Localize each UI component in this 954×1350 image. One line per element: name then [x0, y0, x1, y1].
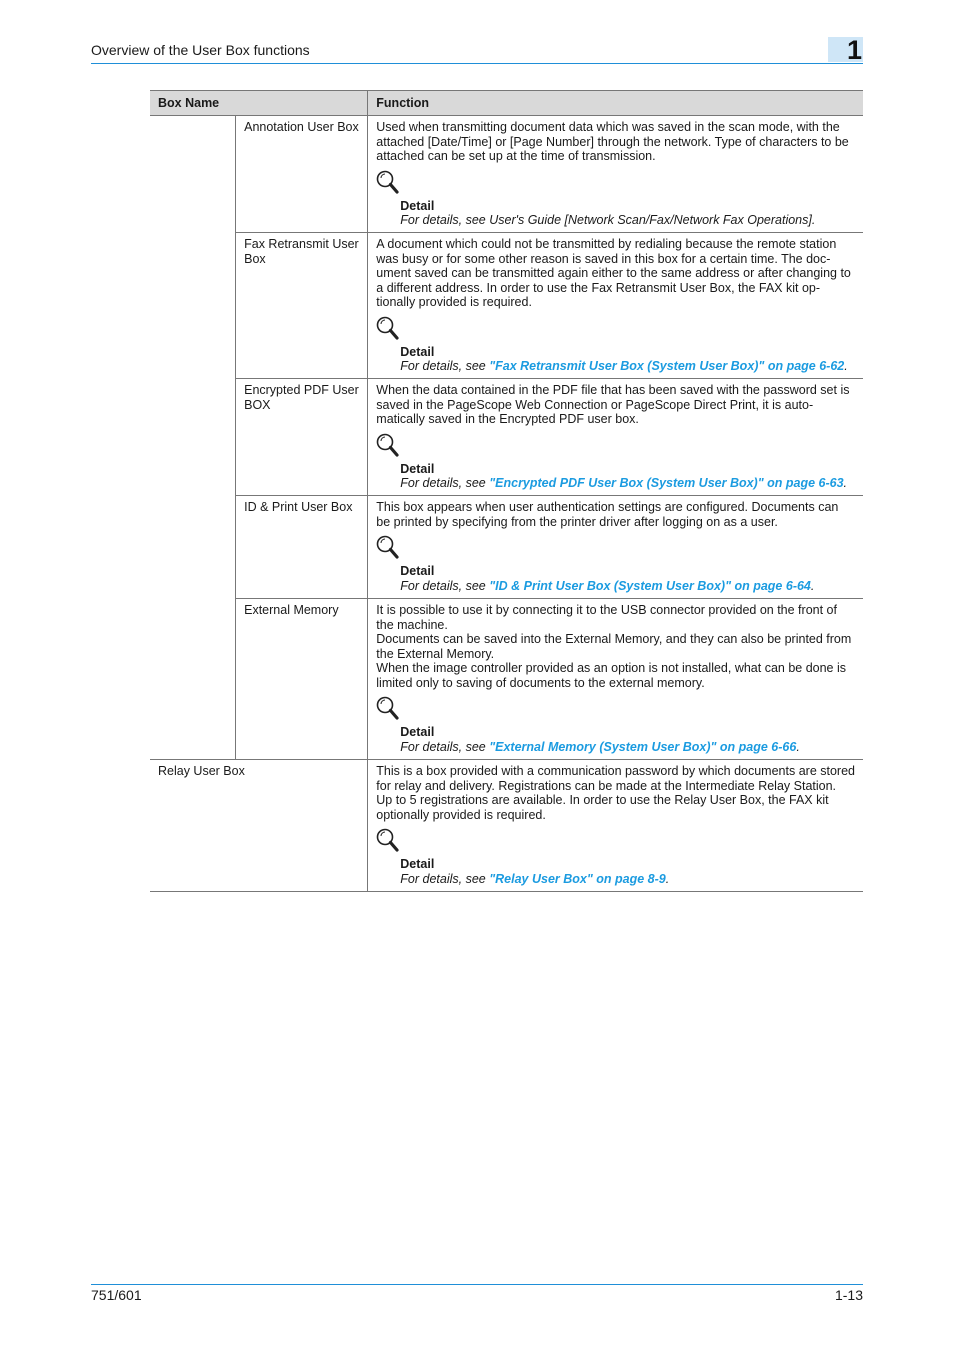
detail-block: [376, 169, 855, 228]
detail-reference: [400, 579, 855, 594]
table-row: [150, 379, 863, 496]
box-name-cell: Fax Retransmit User Box: [236, 233, 368, 379]
detail-suffix: .: [810, 578, 815, 593]
detail-block: [376, 432, 855, 491]
detail-reference: [400, 213, 855, 228]
detail-suffix: .: [665, 871, 670, 886]
detail-reference: [400, 359, 855, 374]
function-cell: [368, 599, 863, 760]
detail-suffix: .: [796, 739, 800, 754]
cross-reference-link[interactable]: "Relay User Box" on page 8-9: [489, 871, 666, 886]
chapter-number: 1: [846, 35, 862, 65]
group-cell: [150, 116, 236, 760]
function-description: Used when transmitting document data which was saved in the scan mode, with the attached [Date/Time] or [Page Number] through the network. Type of characters to be attached can be set up at the time of transmission.: [376, 120, 849, 163]
detail-reference: [400, 740, 855, 755]
function-cell: [368, 379, 863, 496]
magnifier-icon: [375, 169, 401, 196]
section-title: Overview of the User Box functions: [91, 42, 310, 58]
detail-block: [376, 827, 855, 886]
function-description: When the data contained in the PDF file that has been saved with the password set is saved in the PageScope Web Connection or PageScope Direct Print, it is auto-matically saved in the Encrypted PDF user box.: [376, 383, 850, 426]
cross-reference-link[interactable]: "Fax Retransmit User Box (System User Box)" on page 6-62: [489, 359, 845, 373]
detail-heading: Detail: [400, 344, 435, 359]
cross-reference-link[interactable]: "External Memory (System User Box)" on page 6-66: [489, 739, 797, 754]
function-cell: [368, 233, 863, 379]
detail-prefix: For details, see: [400, 578, 490, 593]
detail-heading: Detail: [400, 564, 435, 578]
magnifier-icon: [375, 534, 401, 561]
function-description: A document which could not be transmitted by redialing because the remote station was busy or for some other reason is saved in this box for a certain time. The doc-ument saved can be transmitted again either to the same address or after changing to a different address. In order to use the Fax Retransmit User Box, the FAX kit op-tionally provided is required.: [376, 237, 851, 309]
table-header-row: [150, 91, 863, 116]
chapter-tab: [828, 35, 863, 65]
function-cell: [368, 496, 863, 599]
function-description-line: It is possible to use it by connecting it to the USB connector provided on the front of the machine.: [376, 603, 837, 632]
detail-reference: [400, 476, 855, 491]
function-description: This is a box provided with a communication password by which documents are stored for relay and delivery. Registrations can be made at the Intermediate Relay Station. Up to 5 registrations are available. In order to use the Relay User Box, the FAX kit optionally provided is required.: [376, 764, 855, 822]
model-number: 751/601: [91, 1287, 142, 1303]
detail-reference: [400, 872, 855, 887]
function-description: This box appears when user authentication settings are configured. Documents can be printed by specifying from the printer driver after logging on as a user.: [376, 500, 839, 529]
column-header-box-name: Box Name: [150, 91, 368, 116]
magnifier-icon: [375, 315, 401, 342]
table-row: [150, 599, 863, 760]
detail-prefix: For details, see User's Guide [Network Scan/Fax/Network Fax Operations].: [400, 213, 816, 227]
table-row: [150, 233, 863, 379]
page-footer: [91, 1284, 863, 1303]
box-name-cell: Relay User Box: [150, 760, 368, 892]
box-name-cell: Annotation User Box: [236, 116, 368, 233]
function-description-line: Documents can be saved into the External Memory, and they can also be printed from the External Memory.: [376, 632, 852, 661]
detail-suffix: .: [844, 359, 848, 373]
table-row: [150, 496, 863, 599]
function-cell: [368, 116, 863, 233]
detail-heading: Detail: [400, 857, 435, 871]
detail-block: [376, 534, 855, 593]
table-row: [150, 760, 863, 892]
cross-reference-link[interactable]: "Encrypted PDF User Box (System User Box)" on page 6-63: [489, 476, 844, 490]
user-box-table: [150, 90, 863, 892]
magnifier-icon: [375, 827, 401, 854]
detail-prefix: For details, see: [400, 739, 490, 754]
detail-block: [376, 695, 855, 754]
column-header-function: Function: [368, 91, 863, 116]
cross-reference-link[interactable]: "ID & Print User Box (System User Box)" on page 6-64: [489, 578, 811, 593]
box-name-cell: ID & Print User Box: [236, 496, 368, 599]
detail-prefix: For details, see: [400, 871, 490, 886]
box-name-cell: External Memory: [236, 599, 368, 760]
detail-heading: Detail: [400, 461, 435, 476]
detail-prefix: For details, see: [400, 359, 490, 373]
magnifier-icon: [375, 432, 401, 459]
detail-prefix: For details, see: [400, 476, 490, 490]
detail-heading: Detail: [400, 198, 435, 213]
table-row: [150, 116, 863, 233]
page-number: 1-13: [834, 1287, 863, 1303]
detail-suffix: .: [843, 476, 848, 490]
function-cell: [368, 760, 863, 892]
detail-block: [376, 315, 855, 374]
detail-heading: Detail: [400, 725, 435, 739]
function-description-line: When the image controller provided as an option is not installed, what can be done is limited only to saving of documents to the external memory.: [376, 661, 847, 690]
box-name-cell: Encrypted PDF User BOX: [236, 379, 368, 496]
page-header: [91, 35, 863, 65]
magnifier-icon: [375, 695, 401, 722]
